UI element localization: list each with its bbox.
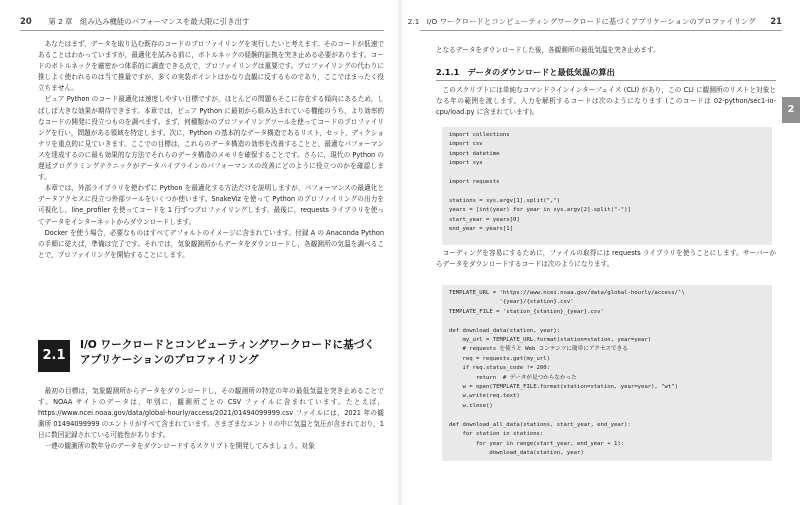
page-number: 21 (770, 16, 782, 26)
chapter-tab: 2 (782, 97, 800, 123)
body-text (436, 248, 776, 270)
chapter-title: 第 2 章 組み込み機能のパフォーマンスを最大限に引き出す (48, 17, 250, 26)
body-text (38, 386, 384, 453)
body-text (38, 39, 384, 261)
paragraph: 一連の観測所の数年分のデータをダウンロードするスクリプトを開発してみましょう。対象 (44, 442, 315, 451)
running-section-title: 2.1 I/O ワークロードとコンピューティングワークロードに基づくアプリケーションのプロファイリング (407, 17, 756, 26)
right-page-header (407, 16, 782, 31)
left-page (0, 0, 398, 505)
section-title: I/O ワークロードとコンピューティングワークロードに基づくアプリケーションのプロファイリング (80, 339, 375, 366)
subsection-heading: 2.1.1 データのダウンロードと最低気温の算出 (436, 67, 776, 78)
section-number: 2.1 (38, 340, 70, 372)
page-number: 20 (20, 16, 32, 26)
code-block: import collections import csv import datetime import sys import requests stations = sys.argv[1].split(",") years = [int(year) for year in sys.argv[2].split("-")] start_year = years[0] end_year = years[1] (442, 127, 772, 245)
section-heading (38, 336, 384, 376)
paragraph: Docker を使う場合，必要なものはすべてデフォルトのイメージに含まれています。付録 A の Anaconda Python の手順に従えば，準備は完了です。それでは，気象観測所からデータをダウンロードし，各観測所の気温を調べることで，プロファイリングを開始することにします。 (38, 228, 384, 259)
paragraph: 本章では，外部ライブラリを使わずに Python を最適化する方法だけを説明しますが，パフォーマンスの最適化とデータアクセスに役立つ外部ツールをいくつか使います。SnakeViz を使って Python のプロファイリングの出力を可視化し，line_profiler を使ってコードを 1 行ずつプロファイリングします。最後に，requests ライブラリを使ってデータをインターネットからダウンロードします。 (38, 184, 384, 226)
paragraph: 最初の目標は，気象観測所からデータをダウンロードし，その観測所の特定の年の最低気温を突き止めることです。NOAA サイトのデータは，年別に，観測所ごとの CSV ファイルに含まれています。たとえば，https://www.ncei.noaa.gov/data/global-hourly/access/2021/01494099999.csv ファイルには，2021 年の観測所 01494099999 のエントリがすべて含まれています。さまざまなエントリの中に気温と気圧が含まれており，1 日に数回記録されている可能性があります。 (38, 387, 384, 440)
right-page (402, 0, 800, 505)
code-block: TEMPLATE_URL = 'https://www.ncei.noaa.gov/data/global-hourly/access/'\ '{year}/{station}.csv' TEMPLATE_FILE = 'station_{station}_{year}.csv' def download_data(station, year): my_url = TEMPLATE_URL.format(station=station, year=year) # requests を使うと Web コンテンツに簡単にアクセスできる req = requests.get(my_url) if req.status_code != 200: return # データが見つからなかった w = open(TEMPLATE_FILE.format(station=station, year=year), "wt") w.write(req.text) w.close() def download_all_data(stations, start_year, end_year): for station in stations: for year in range(start_year, end_year + 1): download_data(station, year) (442, 285, 772, 461)
body-text (436, 45, 776, 56)
paragraph: となるデータをダウンロードした後，各観測所の最低気温を突き止めます。 (436, 46, 660, 54)
paragraph: あなたはまず，データを取り込む既存のコードのプロファイリングを実行したいと考えます。そのコードが低速であることはわかっていますが，最適化を試みる前に，ボトルネックの経験的証拠を突き止める必要があります。コードのボトルネックを厳密かつ体系的に調査できる点で，プロファイリングは重要です。プロファイリングの代わりに推しよく使われるのは当て推量ですが，多くの実装ポイントはかなり直観に反するものであり，ここではまったく役立ちません。 (38, 40, 384, 93)
paragraph: コーディングを容易にするために，ファイルの取得には requests ライブラリを使うことにします。サーバーからデータをダウンロードするコードは次のようになります。 (436, 249, 776, 269)
left-page-header (20, 16, 384, 31)
paragraph: ピュア Python のコード最適化は速度しやすい目標ですが，ほとんどの問題もそこに存在する傾向にあるため，しばしば大きな効果が期待できます。本章では，ピュア Python に最初から組み込まれている機能のうち，より効率的なコードの開発に役立つものを調べます。まず，何種類かのプロファイリングツールを使ってコードのプロファイリングを行い，問題がある領域を特定します。次に，Python の基本的なデータ構造であるリスト，セット，ディクショナリを重点的に見ていきます。ここでの目標は，これらのデータ構造の効率を改善することと，最適なパフォーマンスを達成するのに最も効果的な方法でそれらのデータ構造のメモリを確保することです。さらに，現代の Python の遅延プログラミングテクニックがデータパイプラインのパフォーマンスの改善にどのように役立つのかを確認します。 (38, 95, 384, 182)
body-text (436, 85, 776, 118)
paragraph: このスクリプトには単純なコマンドラインインターフェイス (CLI) があり，この CLI に観測所のリストと対象となる年の範囲を渡します。入力を解析するコードは次のようになります (このコードは 02-python/sec1-io-cpu/load.py に含まれています)。 (436, 86, 776, 117)
